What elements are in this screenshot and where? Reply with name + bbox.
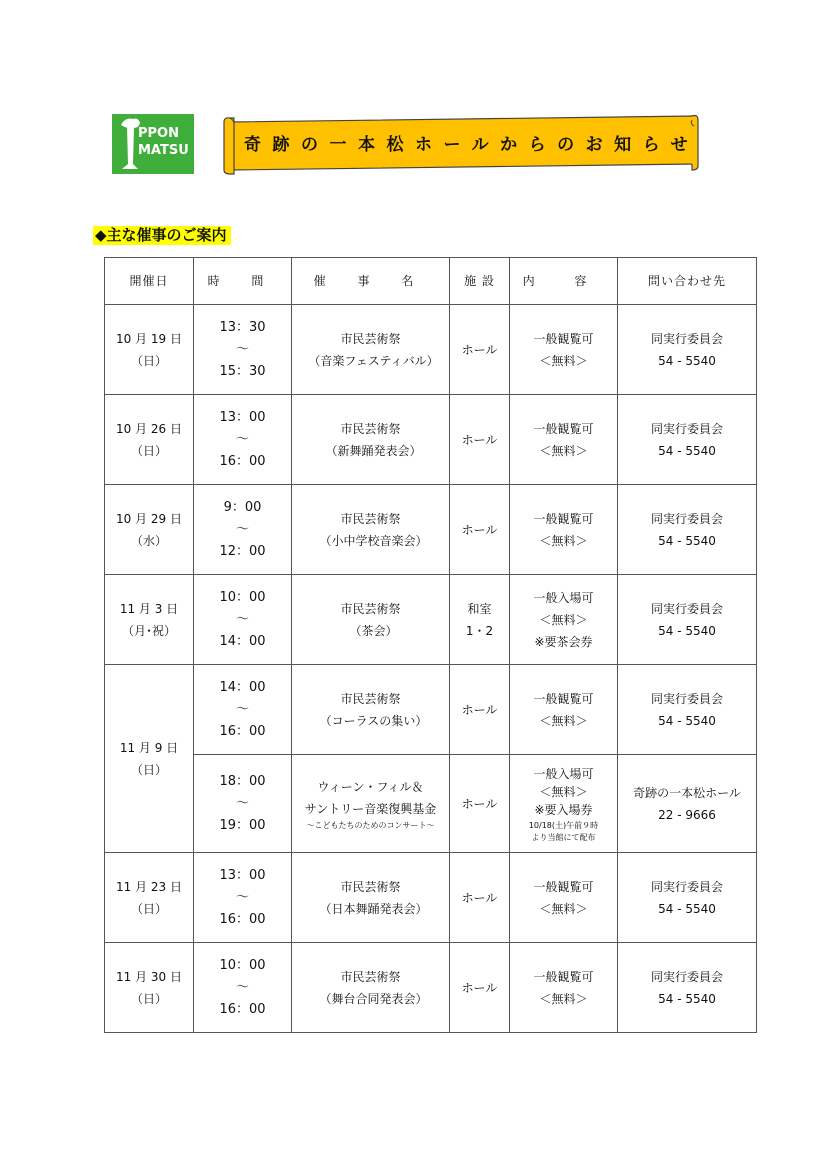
time-cell: 9：00 ～ 12：00 — [194, 485, 292, 575]
table-row — [105, 485, 757, 575]
facility-cell: ホール — [450, 755, 510, 853]
facility-cell: ホール — [450, 943, 510, 1033]
table-header-row — [105, 258, 757, 305]
header-facility: 施 設 — [450, 258, 510, 305]
event-name-cell: 市民芸術祭 （小中学校音楽会） — [292, 485, 450, 575]
header-event-name: 催 事 名 — [292, 258, 450, 305]
facility-cell: ホール — [450, 395, 510, 485]
time-cell: 13：00 ～ 16：00 — [194, 395, 292, 485]
ippon-matsu-logo — [112, 114, 194, 174]
content-cell: 一般入場可 ＜無料＞ ※要茶会券 — [510, 575, 618, 665]
event-name-cell: 市民芸術祭 （茶会） — [292, 575, 450, 665]
content-cell: 一般観覧可 ＜無料＞ — [510, 943, 618, 1033]
table-row — [105, 305, 757, 395]
contact-cell: 同実行委員会 54 - 5540 — [618, 395, 757, 485]
table-row — [105, 665, 757, 755]
contact-cell: 奇跡の一本松ホール 22 - 9666 — [618, 755, 757, 853]
event-name-cell: ウィーン・フィル＆ サントリー音楽復興基金 ～こどもたちのためのコンサート～ — [292, 755, 450, 853]
section-heading: ◆主な催事のご案内 — [93, 226, 231, 245]
content-cell: 一般観覧可 ＜無料＞ — [510, 485, 618, 575]
facility-cell: ホール — [450, 853, 510, 943]
time-cell: 14：00 ～ 16：00 — [194, 665, 292, 755]
date-cell: 11 月 30 日 （日） — [105, 943, 194, 1033]
time-cell: 13：00 ～ 16：00 — [194, 853, 292, 943]
events-table — [104, 257, 757, 1033]
header-date: 開催日 — [105, 258, 194, 305]
contact-cell: 同実行委員会 54 - 5540 — [618, 943, 757, 1033]
content-cell: 一般入場可 ＜無料＞ ※要入場券 10/18(土)午前９時 より当館にて配布 — [510, 755, 618, 853]
contact-cell: 同実行委員会 54 - 5540 — [618, 575, 757, 665]
facility-cell: ホール — [450, 665, 510, 755]
table-row — [105, 943, 757, 1033]
header-content: 内 容 — [510, 258, 618, 305]
facility-cell: 和室 1・2 — [450, 575, 510, 665]
contact-cell: 同実行委員会 54 - 5540 — [618, 485, 757, 575]
logo-text-line2: MATSU — [138, 143, 189, 158]
banner-title: 奇跡の一本松ホールからのお知らせ — [244, 135, 700, 155]
contact-cell: 同実行委員会 54 - 5540 — [618, 305, 757, 395]
date-cell: 11 月 23 日 （日） — [105, 853, 194, 943]
contact-cell: 同実行委員会 54 - 5540 — [618, 853, 757, 943]
event-name-cell: 市民芸術祭 （日本舞踊発表会） — [292, 853, 450, 943]
date-cell: 10 月 29 日 （水） — [105, 485, 194, 575]
content-cell: 一般観覧可 ＜無料＞ — [510, 853, 618, 943]
time-cell: 13：30 ～ 15：30 — [194, 305, 292, 395]
event-name-cell: 市民芸術祭 （コーラスの集い） — [292, 665, 450, 755]
event-name-cell: 市民芸術祭 （舞台合同発表会） — [292, 943, 450, 1033]
table-row — [105, 575, 757, 665]
content-cell: 一般観覧可 ＜無料＞ — [510, 305, 618, 395]
logo-text-line1: PPON — [138, 126, 179, 141]
title-banner — [220, 112, 702, 178]
header-time: 時 間 — [194, 258, 292, 305]
event-name-cell: 市民芸術祭 （音楽フェスティバル） — [292, 305, 450, 395]
time-cell: 10：00 ～ 14：00 — [194, 575, 292, 665]
time-cell: 10：00 ～ 16：00 — [194, 943, 292, 1033]
date-cell: 11 月 9 日 （日） — [105, 665, 194, 853]
event-name-cell: 市民芸術祭 （新舞踊発表会） — [292, 395, 450, 485]
date-cell: 10 月 19 日 （日） — [105, 305, 194, 395]
facility-cell: ホール — [450, 485, 510, 575]
facility-cell: ホール — [450, 305, 510, 395]
content-cell: 一般観覧可 ＜無料＞ — [510, 665, 618, 755]
table-row — [105, 755, 757, 853]
table-row — [105, 853, 757, 943]
table-row — [105, 395, 757, 485]
time-cell: 18：00 ～ 19：00 — [194, 755, 292, 853]
header-contact: 問い合わせ先 — [618, 258, 757, 305]
contact-cell: 同実行委員会 54 - 5540 — [618, 665, 757, 755]
date-cell: 10 月 26 日 （日） — [105, 395, 194, 485]
date-cell: 11 月 3 日 （月･祝） — [105, 575, 194, 665]
content-cell: 一般観覧可 ＜無料＞ — [510, 395, 618, 485]
